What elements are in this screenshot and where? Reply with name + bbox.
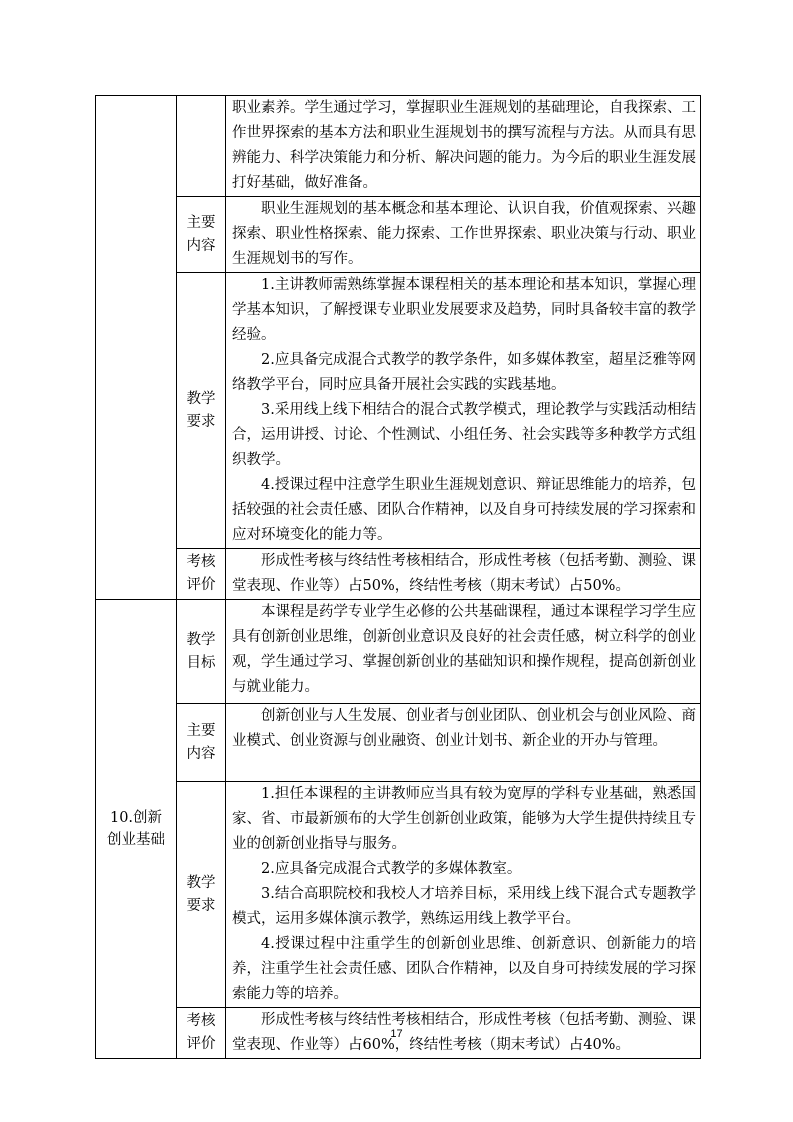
evaluation-text: 形成性考核与终结性考核相结合，形成性考核（包括考勤、测验、课堂表现、作业等）占50%，终结性考核（期末考试）占50%。 xyxy=(232,553,696,594)
course-table xyxy=(95,95,701,1059)
table-row xyxy=(96,96,701,197)
req-item: 1.担任本课程的主讲教师应当具有较为宽厚的学科专业基础，熟悉国家、省、市最新颁布的大学生创新创业政策，能够为大学生提供持续且专业的创新创业指导与服务。 xyxy=(232,786,696,852)
table-row xyxy=(96,197,701,273)
row-label-teaching-req: 教学 要求 xyxy=(177,273,226,549)
req-item: 3.采用线上线下相结合的混合式教学模式，理论教学与实践活动相结合，运用讲授、讨论、个性测试、小组任务、社会实践等多种教学方式组织教学。 xyxy=(232,402,696,468)
objective-text: 本课程是药学专业学生必修的公共基础课程，通过本课程学习学生应具有创新创业思维，创新创业意识及良好的社会责任感，树立科学的创业观，学生通过学习、掌握创新创业的基础知识和操作规程，提高创新创业与就业能力。 xyxy=(232,604,696,695)
req-item: 2.应具备完成混合式教学的多媒体教室。 xyxy=(261,861,522,877)
teaching-req-cell xyxy=(226,273,701,549)
row-label-main-content: 主要 内容 xyxy=(177,197,226,273)
row-label-objective: 教学 目标 xyxy=(177,600,226,704)
main-content-text: 职业生涯规划的基本概念和基本理论、认识自我，价值观探索、兴趣探索、职业性格探索、能力探索、工作世界探索、职业决策与行动、职业生涯规划书的写作。 xyxy=(232,201,696,267)
req-item: 3.结合高职院校和我校人才培养目标，采用线上线下混合式专题教学模式，运用多媒体演示教学，熟练运用线上教学平台。 xyxy=(232,886,696,927)
row-label-evaluation: 考核 评价 xyxy=(177,1008,226,1059)
main-content-cell xyxy=(226,197,701,273)
table-row xyxy=(96,273,701,549)
row-label-evaluation: 考核 评价 xyxy=(177,549,226,600)
page-number: 17 xyxy=(390,1028,403,1040)
objective-cell xyxy=(226,600,701,704)
objective-text-continued: 职业素养。学生通过学习，掌握职业生涯规划的基础理论，自我探索、工作世界探索的基本方法和职业生涯规划书的撰写流程与方法。从而具有思辨能力、科学决策能力和分析、解决问题的能力。为今后的职业生涯发展打好基础，做好准备。 xyxy=(232,100,696,191)
main-content-text: 创新创业与人生发展、创业者与创业团队、创业机会与创业风险、商业模式、创业资源与创业融资、创业计划书、新企业的开办与管理。 xyxy=(232,708,696,749)
req-item: 2.应具备完成混合式教学的教学条件，如多媒体教室，超星泛雅等网络教学平台，同时应具备开展社会实践的实践基地。 xyxy=(232,352,696,393)
req-item: 4.授课过程中注意学生职业生涯规划意识、辩证思维能力的培养，包括较强的社会责任感、团队合作精神，以及自身可持续发展的学习探索和应对环境变化的能力等。 xyxy=(232,477,696,543)
course-name: 10.创新 创业基础 xyxy=(107,810,165,848)
row-label-empty xyxy=(177,96,226,197)
table-row xyxy=(96,549,701,600)
req-item: 4.授课过程中注重学生的创新创业思维、创新意识、创新能力的培养，注重学生社会责任感、团队合作精神，以及自身可持续发展的学习探索能力等的培养。 xyxy=(232,936,696,1002)
course-name-cell xyxy=(96,600,177,1059)
evaluation-cell xyxy=(226,549,701,600)
row-label-teaching-req: 教学 要求 xyxy=(177,782,226,1008)
objective-content-cell xyxy=(226,96,701,197)
teaching-req-cell xyxy=(226,782,701,1008)
table-row xyxy=(96,782,701,1008)
row-label-main-content: 主要 内容 xyxy=(177,704,226,782)
req-item: 1.主讲教师需熟练掌握本课程相关的基本理论和基本知识，掌握心理学基本知识，了解授课专业职业发展要求及趋势，同时具备较丰富的教学经验。 xyxy=(232,277,696,343)
evaluation-text: 形成性考核与终结性考核相结合，形成性考核（包括考勤、测验、课堂表现、作业等）占60%，终结性考核（期末考试）占40%。 xyxy=(232,1012,696,1053)
table-row xyxy=(96,704,701,782)
course-name-cell-prev xyxy=(96,96,177,600)
main-content-cell xyxy=(226,704,701,782)
table-row xyxy=(96,600,701,704)
